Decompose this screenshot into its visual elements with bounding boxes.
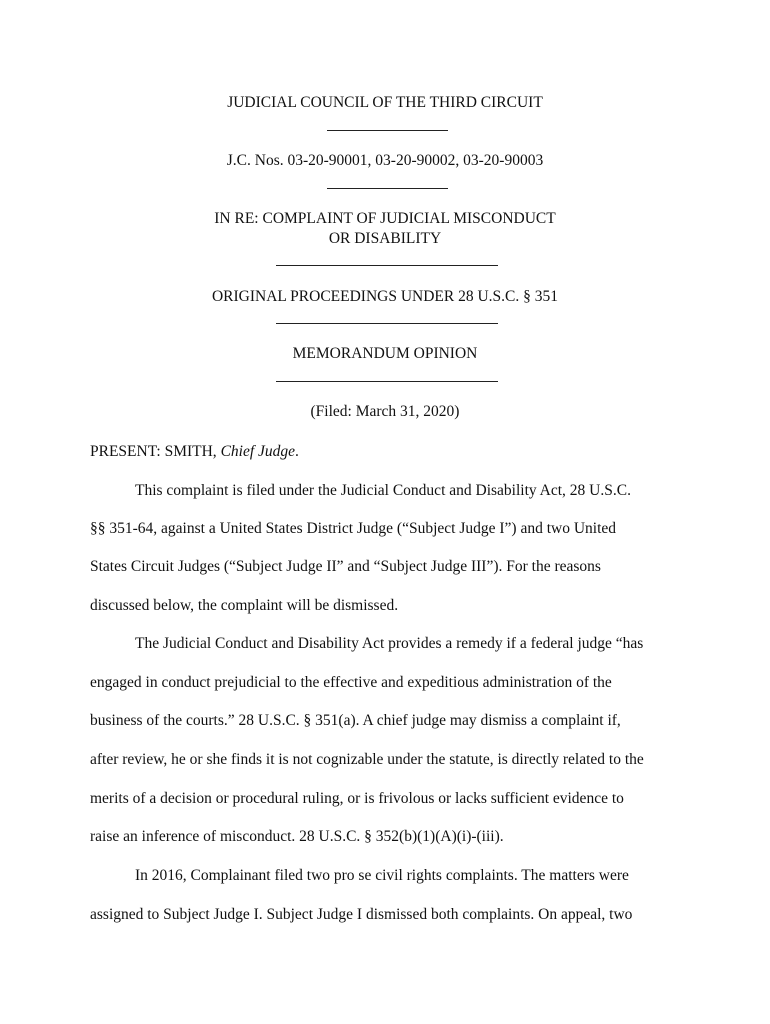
present-end: . [295,443,299,460]
body-line: §§ 351-64, against a United States District Judge (“Subject Judge I”) and two United [90,520,617,537]
body-line: assigned to Subject Judge I. Subject Judge I dismissed both complaints. On appeal, two [90,906,633,923]
body-line: raise an inference of misconduct. 28 U.S.C. § 352(b)(1)(A)(i)-(iii). [90,828,504,845]
court-heading: JUDICIAL COUNCIL OF THE THIRD CIRCUIT [227,94,543,111]
separator-rule [276,381,498,382]
body-line: engaged in conduct prejudicial to the effective and expeditious administration of the [90,674,612,691]
present-title: Chief Judge [220,443,296,460]
separator-rule [327,188,448,189]
in-re-line-2: OR DISABILITY [328,230,442,247]
document-type: MEMORANDUM OPINION [292,345,478,362]
body-line: This complaint is filed under the Judicial Conduct and Disability Act, 28 U.S.C. [135,482,631,499]
body-line: States Circuit Judges (“Subject Judge II” and “Subject Judge III”). For the reasons [90,558,601,575]
body-line: business of the courts.” 28 U.S.C. § 351(a). A chief judge may dismiss a complaint if, [90,712,621,729]
separator-rule [276,265,498,266]
present-label: PRESENT: SMITH, [90,443,221,460]
in-re-line-1: IN RE: COMPLAINT OF JUDICIAL MISCONDUCT [214,210,556,227]
separator-rule [327,130,448,131]
filed-date: (Filed: March 31, 2020) [310,403,460,420]
proceedings-heading: ORIGINAL PROCEEDINGS UNDER 28 U.S.C. § 351 [211,288,559,305]
case-numbers: J.C. Nos. 03-20-90001, 03-20-90002, 03-20-90003 [226,152,544,169]
body-line: discussed below, the complaint will be dismissed. [90,597,399,614]
present-line [90,442,299,462]
body-line: The Judicial Conduct and Disability Act provides a remedy if a federal judge “has [135,635,644,652]
body-line: merits of a decision or procedural ruling, or is frivolous or lacks sufficient evidence to [90,790,624,807]
separator-rule [276,323,498,324]
body-line: In 2016, Complainant filed two pro se civil rights complaints. The matters were [135,867,629,884]
body-line: after review, he or she finds it is not cognizable under the statute, is directly related to the [90,751,644,768]
